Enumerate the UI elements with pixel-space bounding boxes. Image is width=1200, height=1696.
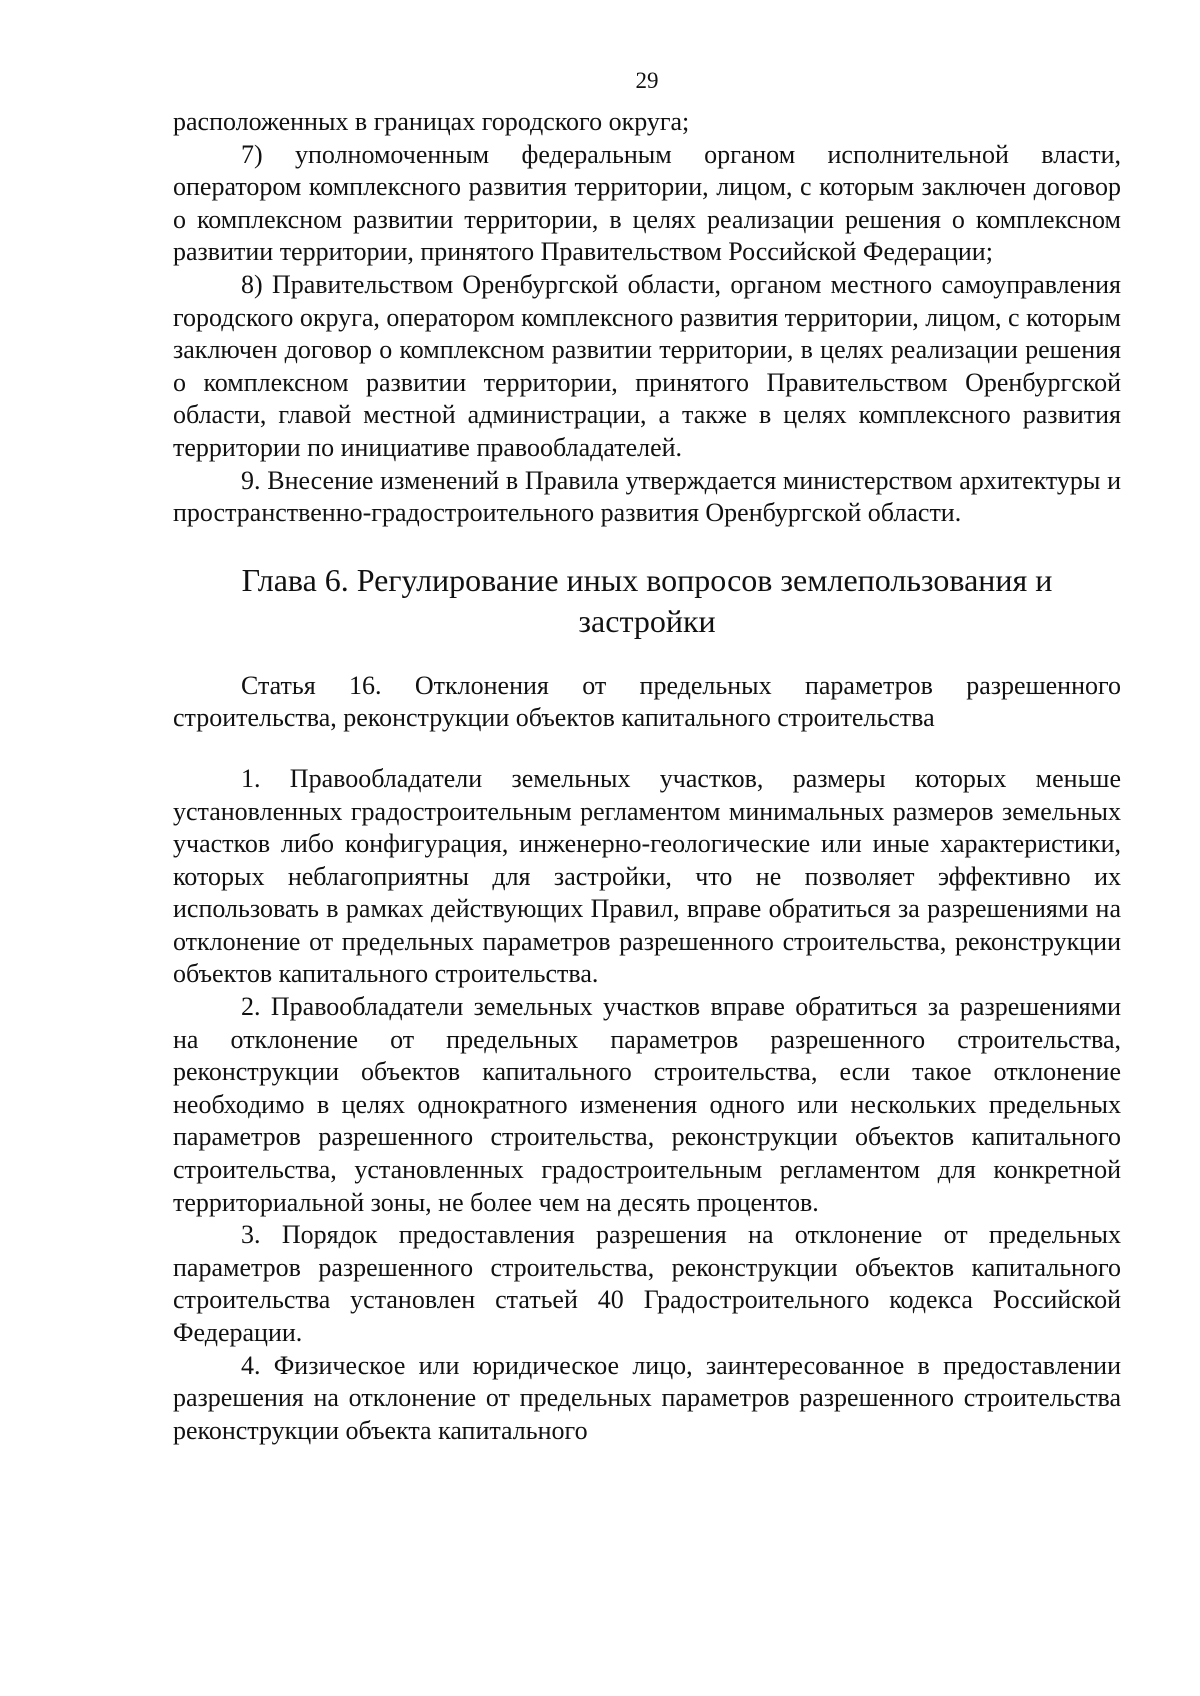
chapter-heading: Глава 6. Регулирование иных вопросов землепользования и застройки: [241, 561, 1053, 639]
paragraph-item-2: 2. Правообладатели земельных участков вправе обратиться за разрешениями на отклонение от предельных параметров разрешенного строительства, реконструкции объектов капитального строительства, если такое отклонение необходимо в целях однократного изменения одного или нескольких предельных параметров разрешенного строительства, реконструкции объектов капитального строительства, установленных градостроительным регламентом для конкретной территориальной зоны, не более чем на десять процентов.: [173, 992, 1121, 1217]
paragraph-item-1: 1. Правообладатели земельных участков, размеры которых меньше установленных градостроительным регламентом минимальных размеров земельных участков либо конфигурация, инженерно-геологические или иные характеристики, которых неблагоприятны для застройки, что не позволяет эффективно их использовать в рамках действующих Правил, вправе обратиться за разрешениями на отклонение от предельных параметров разрешенного строительства, реконструкции объектов капитального строительства.: [173, 763, 1121, 989]
paragraph-item-8: 8) Правительством Оренбургской области, органом местного самоуправления городского округа, оператором комплексного развития территории, лицом, с которым заключен договор о комплексном развитии территории, в целях реализации решения о комплексном развитии территории, принятого Правительством Оренбургской области, главой местной администрации, а также в целях комплексного развития территории по инициативе правообладателей.: [173, 269, 1121, 462]
paragraphs-after: [173, 763, 1121, 1447]
paragraphs-before: [173, 106, 1121, 530]
article-heading: Статья 16. Отклонения от предельных параметров разрешенного строительства, реконструкции объектов капитального строительства: [173, 670, 1121, 733]
paragraph-item-9: 9. Внесение изменений в Правила утверждается министерством архитектуры и пространственно-градостроительного развития Оренбургской области.: [173, 465, 1121, 528]
document-page: [173, 66, 1121, 1447]
paragraph-item-7: 7) уполномоченным федеральным органом исполнительной власти, оператором комплексного развития территории, лицом, с которым заключен договор о комплексном развитии территории, в целях реализации решения о комплексном развитии территории, принятого Правительством Российской Федерации;: [173, 139, 1121, 267]
paragraph-item-4: 4. Физическое или юридическое лицо, заинтересованное в предоставлении разрешения на отклонение от предельных параметров разрешенного строительства реконструкции объекта капитального: [173, 1350, 1121, 1445]
page-number: 29: [635, 68, 659, 93]
paragraph-continuation: расположенных в границах городского округа;: [173, 107, 690, 136]
paragraph-item-3: 3. Порядок предоставления разрешения на отклонение от предельных параметров разрешенного строительства, реконструкции объектов капитального строительства установлен статьей 40 Градостроительного кодекса Российской Федерации.: [173, 1220, 1121, 1347]
